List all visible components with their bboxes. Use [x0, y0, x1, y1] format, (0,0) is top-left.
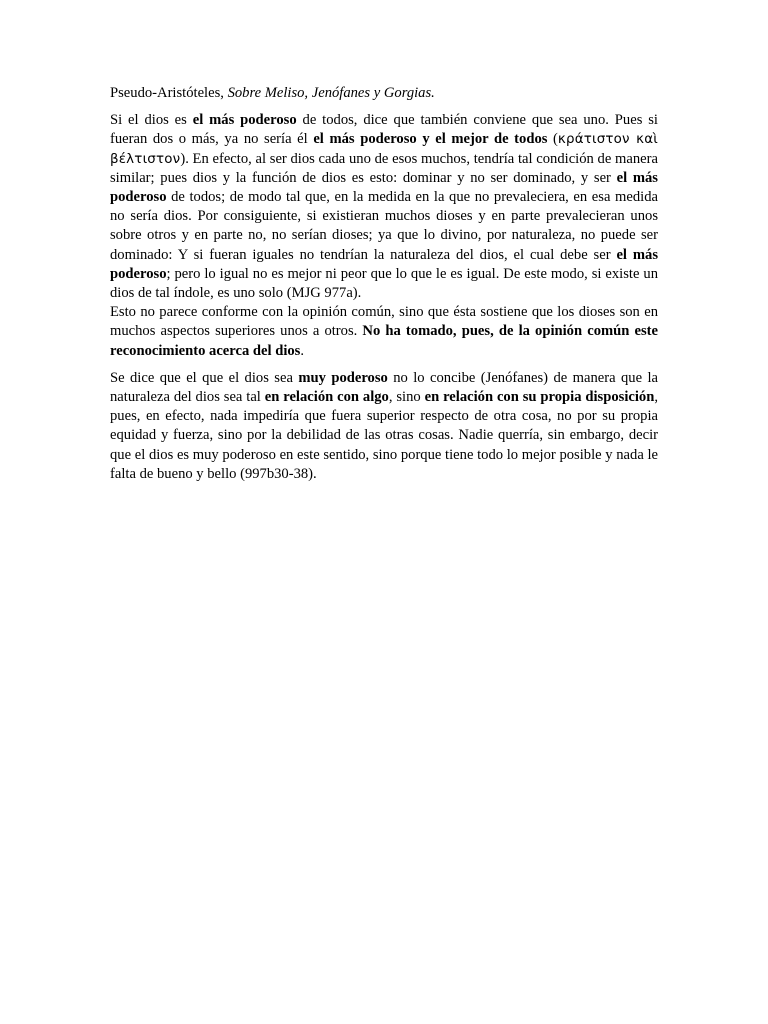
p1-text-2: de todos, dice que también conviene que sea uno. Pues si fueran dos o más, ya no sería él — [110, 112, 658, 148]
p3-text-4: , pues, en efecto, nada impediría que fuera superior respecto de otra cosa, no por su propia equidad y fuerza, sino por la debilidad de las otras cosas. Nadie querría, sin embargo, decir que el dios es muy poderoso en este sentido, sino porque tiene todo lo mejor posible y nada le falta de bueno y bello (997b30-38). — [110, 389, 658, 482]
source-author: Pseudo-Aristóteles, — [110, 85, 228, 101]
p1-bold-3: el más poderoso — [110, 169, 658, 206]
p3-bold-1: muy poderoso — [298, 369, 388, 386]
p3-bold-3: en relación con su propia disposición — [424, 389, 655, 406]
paragraph-1 — [110, 111, 658, 303]
source-work-title: Sobre Meliso, Jenófanes y Gorgias. — [227, 85, 435, 101]
p3-text-3: , sino — [388, 389, 425, 406]
p2-text-1: Esto no parece conforme con la opinión común, sino que ésta sostiene que los dioses son en muchos aspectos superiores unos a otros. — [110, 304, 658, 340]
p2-bold-1: No ha tomado, pues, de la opinión común este reconocimiento acerca del dios — [110, 323, 658, 359]
source-heading — [110, 84, 658, 103]
p1-bold-2: el más poderoso y el mejor de todos — [313, 131, 548, 148]
p1-text-6: ; pero lo igual no es mejor ni peor que lo que le es igual. De este modo, si existe un dios de tal índole, es uno solo (MJG 977a). — [110, 265, 658, 302]
p2-text-2: . — [300, 342, 305, 359]
p3-text-1: Se dice que el que el dios sea — [110, 369, 299, 386]
p3-text-2: no lo concibe (Jenófanes) de manera que la naturaleza del dios sea tal — [110, 369, 658, 406]
p3-bold-2: en relación con algo — [264, 389, 389, 406]
p1-text-5: de todos; de modo tal que, en la medida en la que no prevaleciera, en esa medida no sería dios. Por consiguiente, si existieran muchos dioses y en parte prevalecieran unos sobre otros y en parte no, no serían dioses; ya que lo divino, por naturaleza, no puede ser dominado: Y si fueran iguales no tendrían la naturaleza del dios, el cual debe ser — [110, 189, 658, 263]
p1-text-3: ( — [547, 131, 558, 148]
greek-phrase: κράτιστον καὶ βέλτιστον — [110, 132, 659, 167]
p1-bold-4: el más poderoso — [110, 246, 658, 282]
p1-bold-1: el más poderoso — [192, 112, 297, 129]
paragraph-2 — [110, 303, 658, 361]
p1-text-4: ). En efecto, al ser dios cada uno de esos muchos, tendría tal condición de manera similar; pues dios y la función de dios es esto: dominar y no ser dominado, y ser — [110, 150, 658, 186]
p1-text-1: Si el dios es — [110, 112, 193, 129]
document-page — [110, 84, 658, 484]
paragraph-3 — [110, 369, 658, 484]
